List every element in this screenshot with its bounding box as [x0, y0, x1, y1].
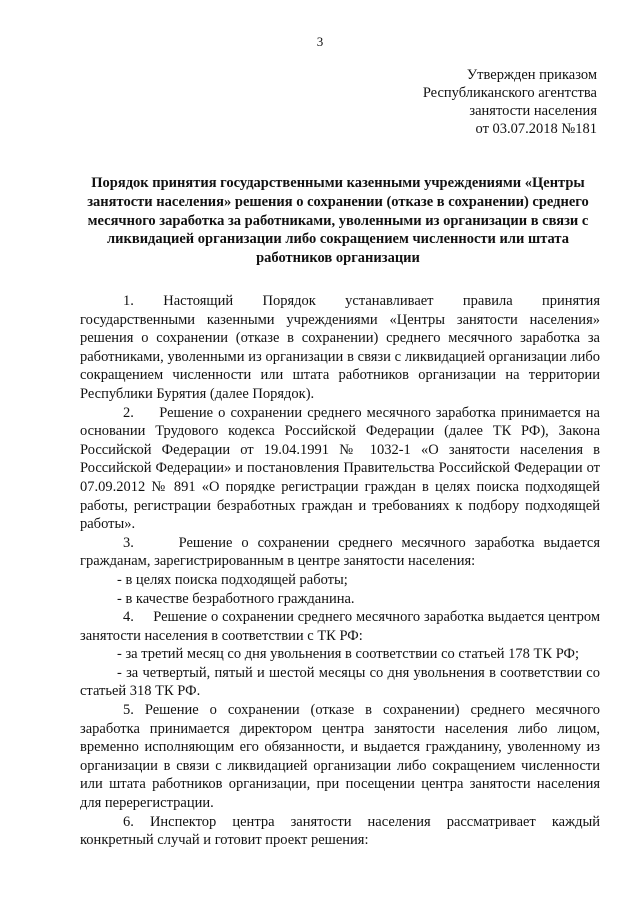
document-body: [80, 292, 604, 850]
paragraph-5: 5. Решение о сохранении (отказе в сохранении) среднего месячного заработка принимается директором центра занятости населения либо лицом, временно исполняющим его обязанности, и выдается гражданину, уволенному из организации в связи с ликвидацией организации либо сокращением численности или штата работников организации, при посещении центра занятости населения для перерегистрации.: [80, 702, 600, 812]
approval-line-1: Утвержден приказом: [466, 67, 597, 83]
paragraph-4-item-1: - за третий месяц со дня увольнения в соответствии со статьей 178 ТК РФ;: [117, 646, 579, 663]
paragraph-3-item-1: - в целях поиска подходящей работы;: [117, 571, 348, 588]
approval-line-3: занятости населения: [469, 103, 597, 119]
paragraph-4: 4. Решение о сохранении среднего месячного заработка выдается центром занятости населения в соответствии с ТК РФ:: [80, 609, 604, 644]
paragraph-3: 3. Решение о сохранении среднего месячного заработка выдается гражданам, зарегистрированным в центре занятости населения:: [80, 534, 604, 570]
approval-line-4: от 03.07.2018 №181: [475, 121, 597, 137]
approval-block: [423, 66, 597, 138]
approval-line-2: Республиканского агентства: [422, 85, 597, 101]
page-number: 3: [316, 34, 324, 49]
paragraph-1: 1. Настоящий Порядок устанавливает правила принятия государственными казенными учреждениями «Центры занятости населения» решения о сохранении (отказе в сохранении) среднего месячного заработка за работниками, уволенными из организации в связи с ликвидацией организации либо сокращением численности или штата работников организации на территории Республики Бурятия (далее Порядок).: [80, 293, 604, 402]
paragraph-3-item-2: - в качестве безработного гражданина.: [117, 590, 355, 607]
paragraph-2: 2. Решение о сохранении среднего месячного заработка принимается на основании Трудового кодекса Российской Федерации (далее ТК РФ), Закона Российской Федерации от 19.04.1991 № 1032-1 «О занятости населения в Российской Федерации» и постановления Правительства Российской Федерации от 07.09.2012 № 891 «О порядке регистрации граждан в целях поиска подходящей работы, регистрации безработных граждан и требованиях к подбору подходящей работы».: [80, 404, 604, 533]
paragraph-4-item-2: - за четвертый, пятый и шестой месяцы со дня увольнения в соответствии со статьей 318 ТК РФ.: [80, 664, 600, 700]
paragraph-6: 6. Инспектор центра занятости населения рассматривает каждый конкретный случай и готовит проект решения:: [80, 813, 600, 849]
document-title: Порядок принятия государственными казенными учреждениями «Центры занятости населения» решения о сохранении (отказе в сохранении) среднего месячного заработка за работниками, уволенными из организации в связи с ликвидацией организации либо сокращением численности или штата работников организации: [87, 175, 589, 267]
